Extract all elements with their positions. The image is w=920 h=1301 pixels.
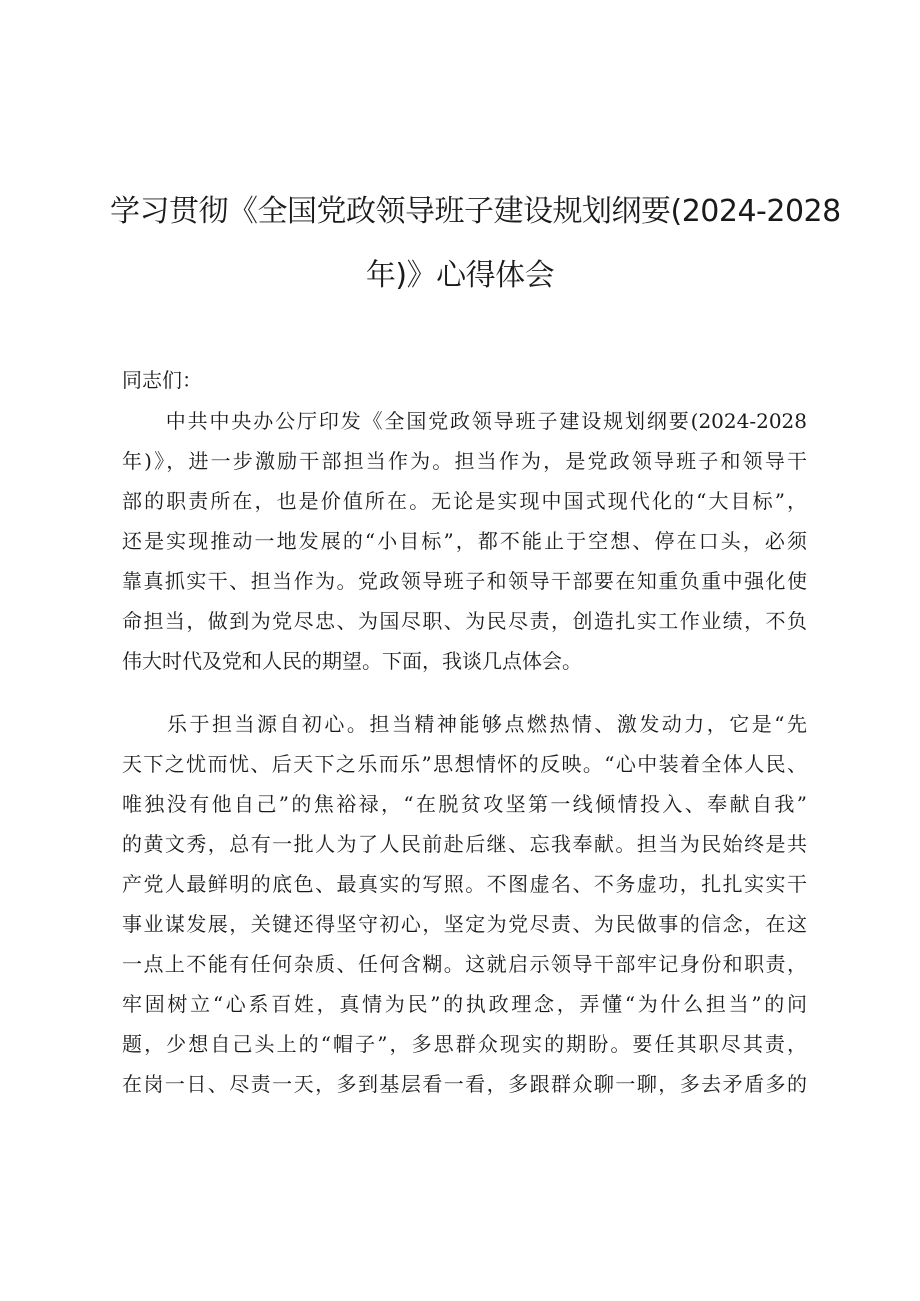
paragraph-line: 中共中央办公厅印发《全国党政领导班子建设规划纲要(2024-2028 xyxy=(122,409,807,433)
paragraph-line: 伟大时代及党和人民的期望。下面，我谈几点体会。 xyxy=(122,649,582,673)
paragraph-1 xyxy=(122,401,807,681)
salutation xyxy=(122,360,807,400)
paragraph-line: 命担当，做到为党尽忠、为国尽职、为民尽责，创造扎实工作业绩，不负 xyxy=(122,609,807,633)
paragraph-line: 天下之忧而忧、后天下之乐而乐”思想情怀的反映。“心中装着全体人民、 xyxy=(122,752,807,776)
paragraph-2 xyxy=(122,704,807,1104)
document-title-line-2: 年)》心得体会 xyxy=(365,258,555,293)
paragraph-line: 还是实现推动一地发展的“小目标”，都不能止于空想、停在口头，必须 xyxy=(122,529,807,553)
paragraph-line: 一点上不能有任何杂质、任何含糊。这就启示领导干部牢记身份和职责， xyxy=(122,952,807,976)
paragraph-line: 年)》，进一步激励干部担当作为。担当作为，是党政领导班子和领导干 xyxy=(122,449,807,473)
paragraph-line: 牢固树立“心系百姓，真情为民”的执政理念，弄懂“为什么担当”的问 xyxy=(122,992,807,1016)
paragraph-line: 乐于担当源自初心。担当精神能够点燃热情、激发动力，它是“先 xyxy=(122,712,807,736)
paragraph-line: 事业谋发展，关键还得坚守初心，坚定为党尽责、为民做事的信念，在这 xyxy=(122,912,807,936)
paragraph-line: 唯独没有他自己”的焦裕禄，“在脱贫攻坚第一线倾情投入、奉献自我” xyxy=(122,792,807,816)
paragraph-line: 产党人最鲜明的底色、最真实的写照。不图虚名、不务虚功，扎扎实实干 xyxy=(122,872,807,896)
paragraph-line: 的黄文秀，总有一批人为了人民前赴后继、忘我奉献。担当为民始终是共 xyxy=(122,832,807,856)
paragraph-line: 题，少想自己头上的“帽子”，多思群众现实的期盼。要任其职尽其责， xyxy=(122,1032,807,1056)
document-title-line-1: 学习贯彻《全国党政领导班子建设规划纲要(2024-2028 xyxy=(110,194,841,229)
paragraph-line: 部的职责所在，也是价值所在。无论是实现中国式现代化的“大目标”， xyxy=(122,489,807,513)
salutation-text: 同志们： xyxy=(122,368,202,392)
paragraph-line: 在岗一日、尽责一天，多到基层看一看，多跟群众聊一聊，多去矛盾多的 xyxy=(122,1072,807,1096)
paragraph-line: 靠真抓实干、担当作为。党政领导班子和领导干部要在知重负重中强化使 xyxy=(122,569,807,593)
